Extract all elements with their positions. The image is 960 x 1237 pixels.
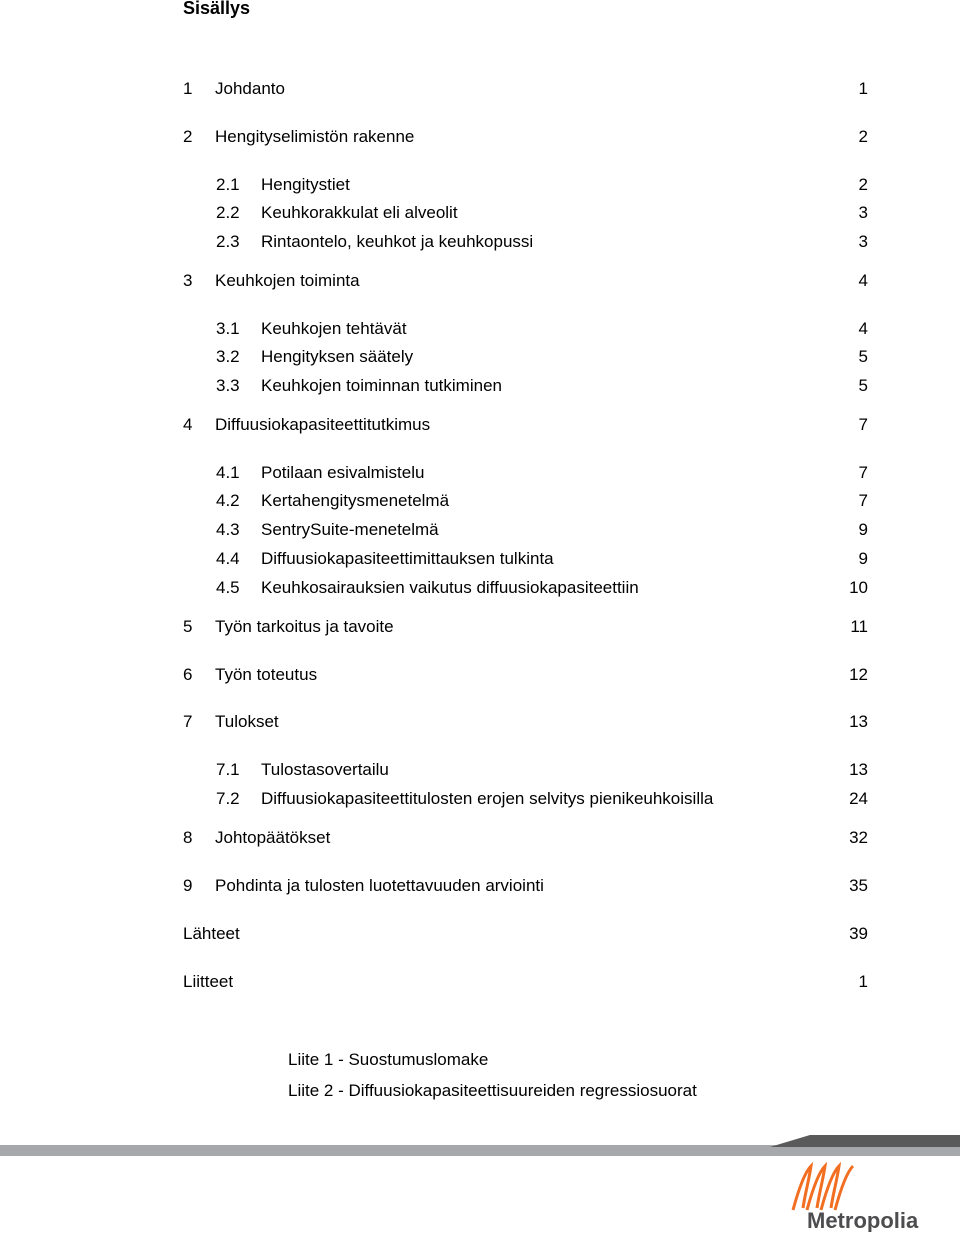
toc-subentry[interactable] — [183, 202, 868, 224]
toc-entry-page: 2 — [858, 175, 868, 194]
toc-subentry[interactable] — [183, 174, 868, 196]
toc-entry[interactable] — [183, 875, 868, 897]
toc-entry-label: Rintaontelo, keuhkot ja keuhkopussi — [261, 232, 534, 251]
toc-entry-number: 3.1 — [216, 319, 240, 338]
toc-entry[interactable] — [183, 711, 868, 733]
toc-entry-label: Keuhkojen toiminnan tutkiminen — [261, 376, 502, 395]
toc-entry-page: 4 — [858, 319, 868, 338]
toc-entry-label: Johtopäätökset — [215, 828, 331, 847]
toc-entry-label: Johdanto — [215, 79, 285, 98]
toc-entry-number: 4.2 — [216, 491, 240, 510]
toc-entry[interactable] — [183, 827, 868, 849]
toc-entry-page: 32 — [849, 828, 868, 847]
toc-entry-page: 13 — [849, 712, 868, 731]
toc-entry-page: 5 — [858, 376, 868, 395]
appendix-item[interactable]: Liite 2 - Diffuusiokapasiteettisuureiden regressiosuorat — [288, 1081, 697, 1100]
toc-entry-label: Hengityksen säätely — [261, 347, 414, 366]
metropolia-logo — [785, 1158, 935, 1232]
toc-entry-label: Diffuusiokapasiteettitutkimus — [215, 415, 431, 434]
toc-entry-label: Pohdinta ja tulosten luotettavuuden arviointi — [215, 876, 544, 895]
toc-entry-number: 4.4 — [216, 549, 240, 568]
toc-entry-label: Kertahengitysmenetelmä — [261, 491, 450, 510]
toc-entry[interactable] — [183, 78, 868, 100]
toc-entry-label: SentrySuite-menetelmä — [261, 520, 439, 539]
footer-band — [0, 1147, 960, 1156]
toc-entry-number: 2 — [183, 127, 193, 146]
toc-entry-page: 11 — [850, 617, 868, 636]
toc-subentry[interactable] — [183, 375, 868, 397]
toc-entry-number: 9 — [183, 876, 193, 895]
toc-subentry[interactable] — [183, 788, 868, 810]
toc-entry[interactable] — [183, 616, 868, 638]
toc-entry-number: 2.3 — [216, 232, 240, 251]
toc-entry-label: Diffuusiokapasiteettitulosten erojen selvitys pienikeuhkoisilla — [261, 789, 714, 808]
toc-subentry[interactable] — [183, 318, 868, 340]
page-title: Sisällys — [183, 0, 251, 18]
toc-entry-number: 6 — [183, 665, 193, 684]
toc-entry-number: 7 — [183, 712, 193, 731]
toc-entry-number: 1 — [183, 79, 193, 98]
toc-entry-page: 3 — [858, 232, 868, 251]
toc-entry-number: 7.2 — [216, 789, 240, 808]
toc-entry-page: 7 — [858, 415, 868, 434]
toc-subentry[interactable] — [183, 548, 868, 570]
toc-entry-label: Liitteet — [183, 972, 234, 991]
toc-subentry[interactable] — [183, 490, 868, 512]
toc-entry-number: 2.1 — [216, 175, 240, 194]
metropolia-logo-text: Metropolia — [807, 1208, 919, 1232]
toc-entry-appendices[interactable] — [183, 971, 868, 993]
toc-entry-references[interactable] — [183, 923, 868, 945]
toc-entry-label: Keuhkojen toiminta — [215, 271, 360, 290]
toc-entry-page: 10 — [849, 578, 868, 597]
toc-entry[interactable] — [183, 270, 868, 292]
toc-entry-label: Keuhkojen tehtävät — [261, 319, 407, 338]
toc-entry-page: 24 — [849, 789, 868, 808]
toc-entry-number: 4.1 — [216, 463, 240, 482]
toc-subentry[interactable] — [183, 577, 868, 599]
toc-subentry[interactable] — [183, 346, 868, 368]
toc-entry-page: 39 — [849, 924, 868, 943]
toc-entry-page: 1 — [858, 79, 868, 98]
toc-entry-label: Työn tarkoitus ja tavoite — [215, 617, 394, 636]
toc-entry-label: Työn toteutus — [215, 665, 318, 684]
toc-entry-number: 3 — [183, 271, 193, 290]
toc-entry-page: 1 — [858, 972, 868, 991]
toc-entry-number: 5 — [183, 617, 193, 636]
toc-entry-number: 3.3 — [216, 376, 240, 395]
toc-entry-page: 35 — [849, 876, 868, 895]
toc-subentry[interactable] — [183, 519, 868, 541]
toc-entry-page: 3 — [858, 203, 868, 222]
toc-entry[interactable] — [183, 414, 868, 436]
toc-subentry[interactable] — [183, 759, 868, 781]
toc-entry-page: 7 — [858, 491, 868, 510]
toc-entry-page: 2 — [858, 127, 868, 146]
toc-entry-number: 4 — [183, 415, 193, 434]
toc-entry-page: 9 — [858, 520, 868, 539]
toc-entry-page: 5 — [858, 347, 868, 366]
toc-entry-number: 4.3 — [216, 520, 240, 539]
metropolia-logo-mark — [785, 1158, 935, 1232]
toc-entry-number: 3.2 — [216, 347, 240, 366]
toc-entry-label: Keuhkorakkulat eli alveolit — [261, 203, 458, 222]
toc-entry-label: Tulokset — [215, 712, 279, 731]
toc-entry-number: 4.5 — [216, 578, 240, 597]
toc-entry-label: Hengitystiet — [261, 175, 350, 194]
toc-entry[interactable] — [183, 664, 868, 686]
toc-entry-label: Hengityselimistön rakenne — [215, 127, 415, 146]
toc-entry-page: 12 — [849, 665, 868, 684]
toc-entry-label: Keuhkosairauksien vaikutus diffuusiokapasiteettiin — [261, 578, 639, 597]
appendix-item[interactable]: Liite 1 - Suostumuslomake — [288, 1050, 489, 1069]
toc-entry-number: 7.1 — [216, 760, 240, 779]
toc-subentry[interactable] — [183, 462, 868, 484]
toc-entry-label: Potilaan esivalmistelu — [261, 463, 425, 482]
toc-entry-page: 7 — [858, 463, 868, 482]
toc-entry-page: 13 — [849, 760, 868, 779]
toc-entry-label: Lähteet — [183, 924, 240, 943]
toc-subentry[interactable] — [183, 231, 868, 253]
footer-stripe — [0, 1135, 960, 1147]
toc-entry-label: Diffuusiokapasiteettimittauksen tulkinta — [261, 549, 554, 568]
toc-entry-number: 8 — [183, 828, 193, 847]
toc-entry-number: 2.2 — [216, 203, 240, 222]
toc-entry-label: Tulostasovertailu — [261, 760, 389, 779]
toc-entry[interactable] — [183, 126, 868, 148]
toc-entry-page: 9 — [858, 549, 868, 568]
toc-entry-page: 4 — [858, 271, 868, 290]
